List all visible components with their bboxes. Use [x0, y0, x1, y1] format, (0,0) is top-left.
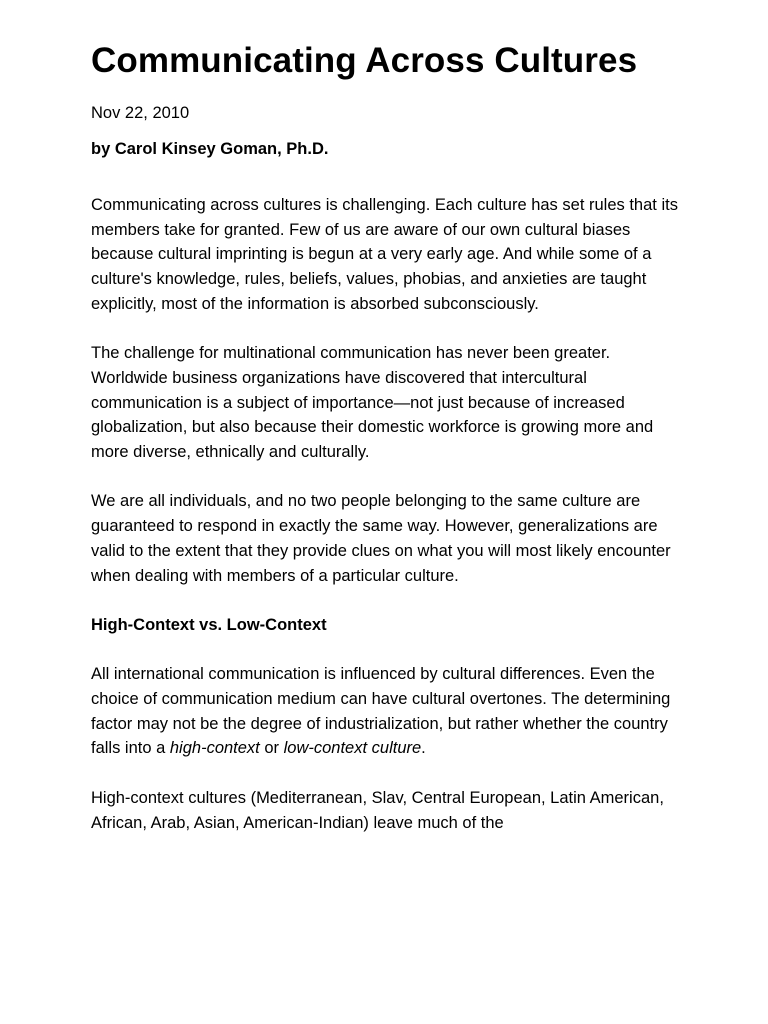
section-heading: High-Context vs. Low-Context — [91, 615, 327, 634]
term-high-context: high-context — [169, 739, 260, 758]
article-byline: by Carol Kinsey Goman, Ph.D. — [91, 140, 329, 158]
paragraph: Communicating across cultures is challenging. Each culture has set rules that its members take for granted. Few of us are aware of our own cultural biases because cultural imprinting is begun at a very early age. And while some of a culture's knowledge, rules, beliefs, values, phobias, and anxieties are taught explicitly, most of the information is absorbed subconsciously. — [91, 196, 678, 313]
article — [91, 40, 691, 835]
paragraph-text: or — [259, 739, 284, 758]
term-low-context: low-context culture — [283, 739, 422, 758]
paragraph-text: All international communication is influenced by cultural differences. Even the choice of communication medium can have cultural overtones. The determining factor may not be the degree of industrialization, but rather whether the country falls into a — [91, 665, 671, 758]
paragraph: High-context cultures (Mediterranean, Slav, Central European, Latin American, African, Arab, Asian, American-Indian) leave much of the — [91, 788, 664, 832]
paragraph-text: . — [421, 739, 426, 758]
paragraph — [91, 662, 691, 761]
paragraph: We are all individuals, and no two people belonging to the same culture are guaranteed to respond in exactly the same way. However, generalizations are valid to the extent that they provide clues on what you will most likely encounter when dealing with members of a particular culture. — [91, 492, 671, 585]
article-title: Communicating Across Cultures — [91, 41, 638, 80]
paragraph: The challenge for multinational communication has never been greater. Worldwide business organizations have discovered that intercultural communication is a subject of importance—not just because of increased globalization, but also because their domestic workforce is growing more and more diverse, ethnically and culturally. — [91, 344, 654, 462]
article-date: Nov 22, 2010 — [91, 104, 190, 122]
